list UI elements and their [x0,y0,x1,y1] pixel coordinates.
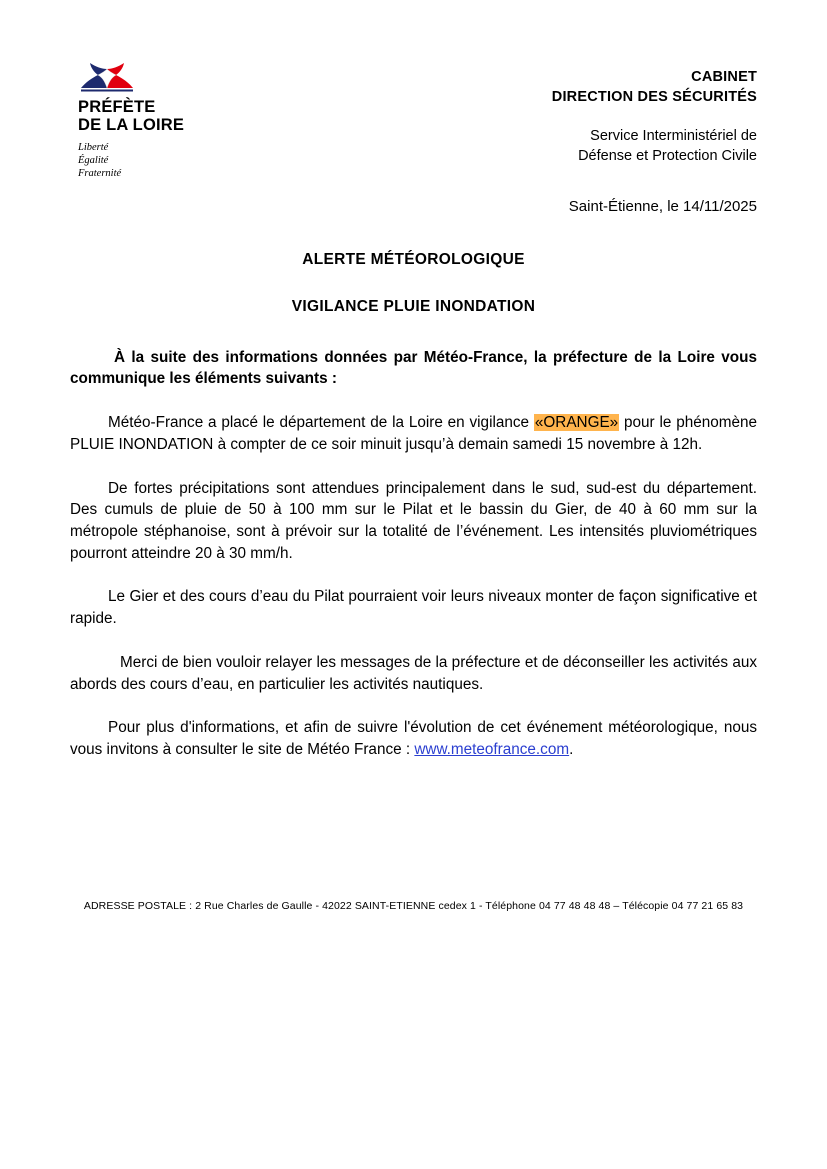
vigilance-text-before: Météo-France a placé le département de la Loire en vigilance [108,414,534,432]
vigilance-text-after: pour le phénomène PLUIE INONDATION à compter de ce soir minuit jusqu’à demain samedi 15 novembre à 12h. [70,414,758,453]
paragraph-informations [70,717,757,760]
service-line2: Défense et Protection Civile [578,148,757,165]
paragraph-merci: Merci de bien vouloir relayer les messages de la préfecture et de déconseiller les activités aux abords des cours d’eau, en particulier les activités nautiques. [70,653,757,693]
logo-title [78,98,278,135]
prefecture-logo [78,58,278,180]
header-right-block [337,58,757,215]
document-body [0,251,827,761]
motto-fraternite: Fraternité [78,167,122,179]
service-line1: Service Interministériel de [590,128,757,145]
office-cabinet: CABINET [691,69,757,85]
paragraph-precipitations: De fortes précipitations sont attendues principalement dans le sud, sud-est du département. Des cumuls de pluie de 50 à 100 mm sur le Pilat et le bassin du Gier, de 40 à 60 mm sur la métropole stéphanoise, sont à prévoir sur la totalité de l’événement. Les intensités pluviométriques pourront atteindre 20 à 30 mm/h. [70,479,757,562]
logo-title-line2: DE LA LOIRE [78,116,185,135]
republic-motto [78,142,278,180]
meteofrance-link[interactable]: www.meteofrance.com [414,741,570,759]
paragraph-vigilance [70,412,757,455]
page-title: ALERTE MÉTÉOROLOGIQUE [302,250,525,268]
footer-address: ADRESSE POSTALE : 2 Rue Charles de Gaulle - 42022 SAINT-ETIENNE cedex 1 - Téléphone 04 77 48 48 48 – Télécopie 04 77 21 65 83 [83,900,744,912]
office-direction: DIRECTION DES SÉCURITÉS [551,88,757,105]
paragraph-lead: À la suite des informations données par Météo-France, la préfecture de la Loire vous communique les éléments suivants : [70,348,757,388]
place-date: Saint-Étienne, le 14/11/2025 [568,197,757,215]
paragraph-gier: Le Gier et des cours d’eau du Pilat pourraient voir leurs niveaux monter de façon significative et rapide. [70,588,757,628]
document-header [0,0,827,215]
motto-egalite: Égalité [78,154,109,166]
informations-text: Pour plus d'informations, et afin de suivre l'évolution de cet événement météorologique, nous vous invitons à consulter le site de Météo France : [70,719,757,759]
french-flag-icon [78,58,136,96]
link-trailing-dot: . [569,741,574,759]
motto-liberte: Liberté [78,141,109,153]
status-badge-orange: «ORANGE» [534,414,619,432]
service-name [337,126,757,167]
page-subtitle: VIGILANCE PLUIE INONDATION [291,297,536,315]
logo-title-line1: PRÉFÈTE [78,98,156,116]
